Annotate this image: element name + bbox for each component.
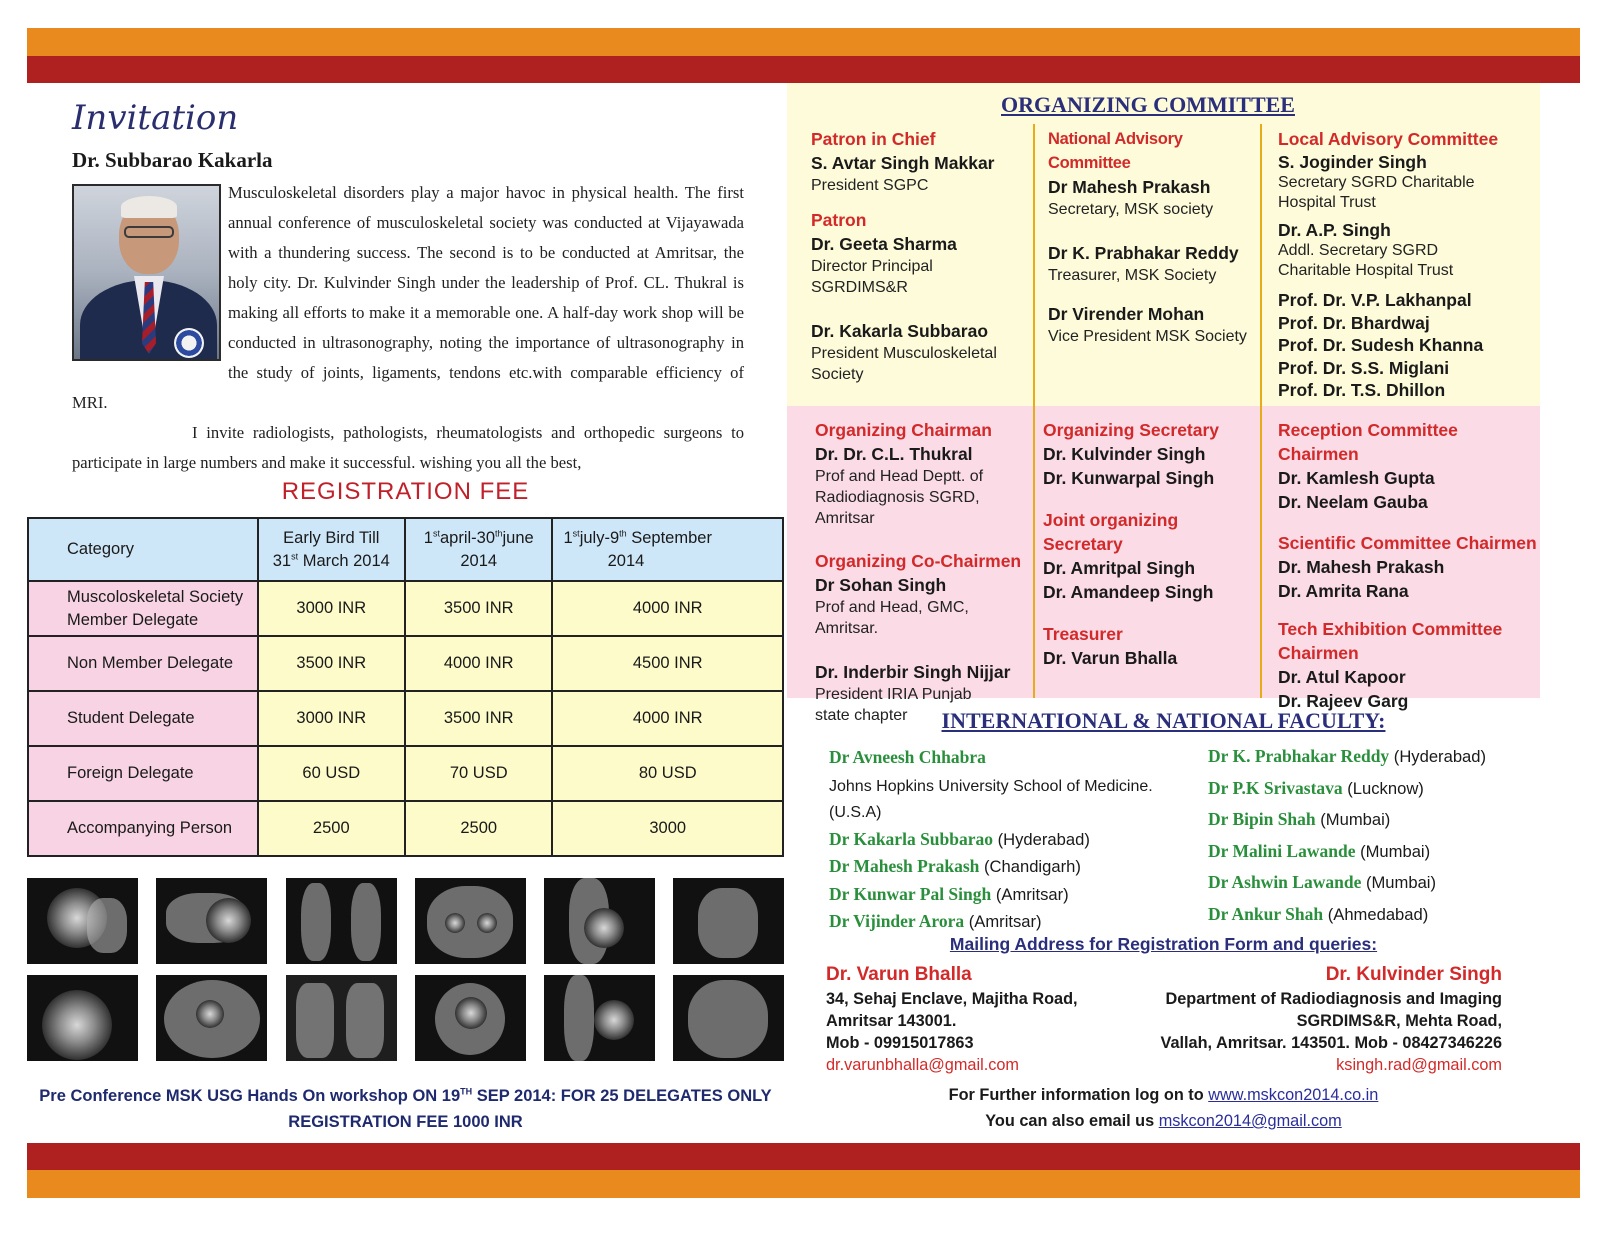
column-divider — [1260, 124, 1262, 698]
faculty-affiliation: (U.S.A) — [829, 803, 882, 821]
mri-image — [27, 975, 138, 1061]
mri-image — [544, 975, 655, 1061]
mri-image — [673, 878, 784, 964]
top-orange-band — [27, 28, 1580, 56]
fee-cell: 80 USD — [552, 746, 783, 801]
website-info: For Further information log on to www.mskcon2014.co.in — [948, 1086, 1379, 1104]
fee-cell: 3000 INR — [258, 691, 405, 746]
list-item: Dr Vijinder Arora (Amritsar) — [829, 911, 1042, 931]
faculty-title: INTERNATIONAL & NATIONAL FACULTY: — [941, 708, 1386, 733]
email-info: You can also email us mskcon2014@gmail.com — [985, 1112, 1342, 1130]
list-item: Dr Kunwar Pal Singh (Amritsar) — [829, 883, 1069, 904]
list-item: Dr Kakarla Subbarao (Hyderabad) — [829, 828, 1090, 849]
mailing-address-right: Dr. Kulvinder Singh Department of Radiodiagnosis and Imaging SGRDIMS&R, Mehta Road, Vallah, Amritsar. 143501. Mob - 08427346226 ksingh.rad@gmail.com — [1150, 962, 1502, 1076]
table-row — [28, 801, 783, 856]
faculty-name: Dr Avneesh Chhabra — [829, 747, 986, 767]
organizing-committee-title: ORGANIZING COMMITTEE — [1001, 92, 1295, 117]
category-cell: Accompanying Person — [28, 801, 258, 856]
mri-image — [27, 878, 138, 964]
email-link[interactable]: mskcon2014@gmail.com — [1158, 1112, 1342, 1130]
ct-image — [156, 975, 267, 1061]
fee-cell: 4000 INR — [552, 691, 783, 746]
category-cell: Muscoloskeletal Society Member Delegate — [28, 581, 258, 636]
fee-cell: 2500 — [405, 801, 552, 856]
mri-image — [544, 878, 655, 964]
mailing-address-title: Mailing Address for Registration Form and queries: — [949, 934, 1378, 954]
fee-cell: 60 USD — [258, 746, 405, 801]
header-july-september: 1stjuly-9th September 2014 — [552, 518, 783, 581]
registration-fee-table — [27, 517, 784, 857]
committee-chairmen-block: Reception Committee Chairmen Dr. Kamlesh Gupta Dr. Neelam Gauba Scientific Committee Chairmen Dr. Mahesh Prakash Dr. Amrita Rana Tech Exhibition Committee Chairmen Dr. Atul Kapoor Dr. Rajeev Garg — [1278, 420, 1537, 711]
top-red-band — [27, 56, 1580, 83]
invitation-title: Invitation — [72, 98, 239, 138]
table-header-row — [28, 518, 783, 581]
email-link[interactable]: dr.varunbhalla@gmail.com — [826, 1056, 1019, 1074]
list-item: Dr K. Prabhakar Reddy (Hyderabad) — [1208, 746, 1487, 766]
fee-cell: 3500 INR — [405, 581, 552, 636]
fee-cell: 2500 — [258, 801, 405, 856]
fee-cell: 3000 INR — [258, 581, 405, 636]
mri-image — [673, 975, 784, 1061]
radiology-image-gallery — [27, 878, 784, 1063]
mailing-address-left: Dr. Varun Bhalla 34, Sehaj Enclave, Majitha Road, Amritsar 143001. Mob - 09915017863 dr.varunbhalla@gmail.com — [826, 962, 1156, 1076]
header-early-bird: Early Bird Till 31st March 2014 — [258, 518, 405, 581]
invitation-paragraph-2: I invite radiologists, pathologists, rheumatologists and orthopedic surgeons to participate in large numbers and make it successful. wishing you all the best, — [72, 423, 744, 472]
mri-image — [156, 878, 267, 964]
category-cell: Non Member Delegate — [28, 636, 258, 691]
xray-image — [286, 975, 397, 1061]
registration-fee-title: REGISTRATION FEE — [281, 478, 530, 505]
fee-cell: 3500 INR — [405, 691, 552, 746]
invitation-author: Dr. Subbarao Kakarla — [72, 148, 273, 172]
category-cell: Foreign Delegate — [28, 746, 258, 801]
table-row — [28, 581, 783, 636]
list-item: Dr Ashwin Lawande (Mumbai) — [1208, 872, 1437, 892]
organizing-chairman-block: Organizing Chairman Dr. Dr. C.L. Thukral Prof and Head Deptt. of Radiodiagnosis SGRD, Amritsar Organizing Co-Chairmen Dr Sohan Singh Prof and Head, GMC, Amritsar. Dr. Inderbir Singh Nijjar President IRIA Punjab state chapter — [815, 420, 1022, 724]
preconference-workshop-note: Pre Conference MSK USG Hands On workshop ON 19TH SEP 2014: FOR 25 DELEGATES ONLY REGISTRATION FEE 1000 INR — [39, 1086, 772, 1131]
bottom-orange-band — [27, 1170, 1580, 1198]
faculty-affiliation: Johns Hopkins University School of Medicine. — [829, 777, 1153, 795]
fee-cell: 4000 INR — [405, 636, 552, 691]
list-item: Dr Mahesh Prakash (Chandigarh) — [829, 856, 1081, 876]
column-divider — [1033, 124, 1035, 698]
fee-cell: 70 USD — [405, 746, 552, 801]
fee-cell: 3000 — [552, 801, 783, 856]
list-item: Dr Ankur Shah (Ahmedabad) — [1208, 903, 1429, 924]
patrons-block: Patron in Chief S. Avtar Singh Makkar President SGPC Patron Dr. Geeta Sharma Director Principal SGRDIMS&R Dr. Kakarla Subbarao President Musculoskeletal Society — [811, 129, 997, 383]
faculty-list-right — [1208, 741, 1538, 930]
bottom-red-band — [27, 1143, 1580, 1170]
table-row — [28, 636, 783, 691]
header-category: Category — [28, 518, 258, 581]
website-link[interactable]: www.mskcon2014.co.in — [1208, 1086, 1379, 1104]
fee-cell: 4500 INR — [552, 636, 783, 691]
ct-image — [415, 878, 526, 964]
fee-cell: 3500 INR — [258, 636, 405, 691]
mri-image — [415, 975, 526, 1061]
list-item: Dr P.K Srivastava (Lucknow) — [1208, 777, 1424, 798]
list-item: Dr Bipin Shah (Mumbai) — [1208, 809, 1391, 829]
organizing-secretary-block: Organizing Secretary Dr. Kulvinder Singh Dr. Kunwarpal Singh Joint organizing Secretary Dr. Amritpal Singh Dr. Amandeep Singh Treasurer Dr. Varun Bhalla — [1043, 420, 1220, 668]
email-link[interactable]: ksingh.rad@gmail.com — [1336, 1056, 1502, 1074]
mri-image — [286, 878, 397, 964]
national-advisory-block: National Advisory Committee Dr Mahesh Prakash Secretary, MSK society Dr K. Prabhakar Reddy Treasurer, MSK Society Dr Virender Mohan Vice President MSK Society — [1048, 130, 1247, 345]
fee-cell: 4000 INR — [552, 581, 783, 636]
table-row — [28, 691, 783, 746]
invitation-paragraph-1: Musculoskeletal disorders play a major havoc in physical health. The first annual conference of musculoskeletal society was conducted at Vijayawada with a thundering success. The second is to be conducted at Amritsar, the holy city. Dr. Kulvinder Singh under the leadership of Prof. CL. Thukral is making all efforts to make it a memorable one. A half-day work shop will be conducted in ultrasonography, noting the importance of ultrasonography in the study of joints, ligaments, tendons etc.with comparable efficiency of MRI. — [72, 183, 744, 412]
invitation-text — [72, 178, 744, 478]
local-advisory-block: Local Advisory Committee S. Joginder Singh Secretary SGRD Charitable Hospital Trust Dr. A.P. Singh Addl. Secretary SGRD Charitable Hospital Trust Prof. Dr. V.P. Lakhanpal Prof. Dr. Bhardwaj Prof. Dr. Sudesh Khanna Prof. Dr. S.S. Miglani Prof. Dr. T.S. Dhillon — [1278, 129, 1499, 400]
list-item: Dr Malini Lawande (Mumbai) — [1208, 840, 1431, 861]
category-cell: Student Delegate — [28, 691, 258, 746]
header-april-june: 1stapril-30thjune 2014 — [405, 518, 552, 581]
table-row — [28, 746, 783, 801]
faculty-list-left — [829, 742, 1199, 936]
